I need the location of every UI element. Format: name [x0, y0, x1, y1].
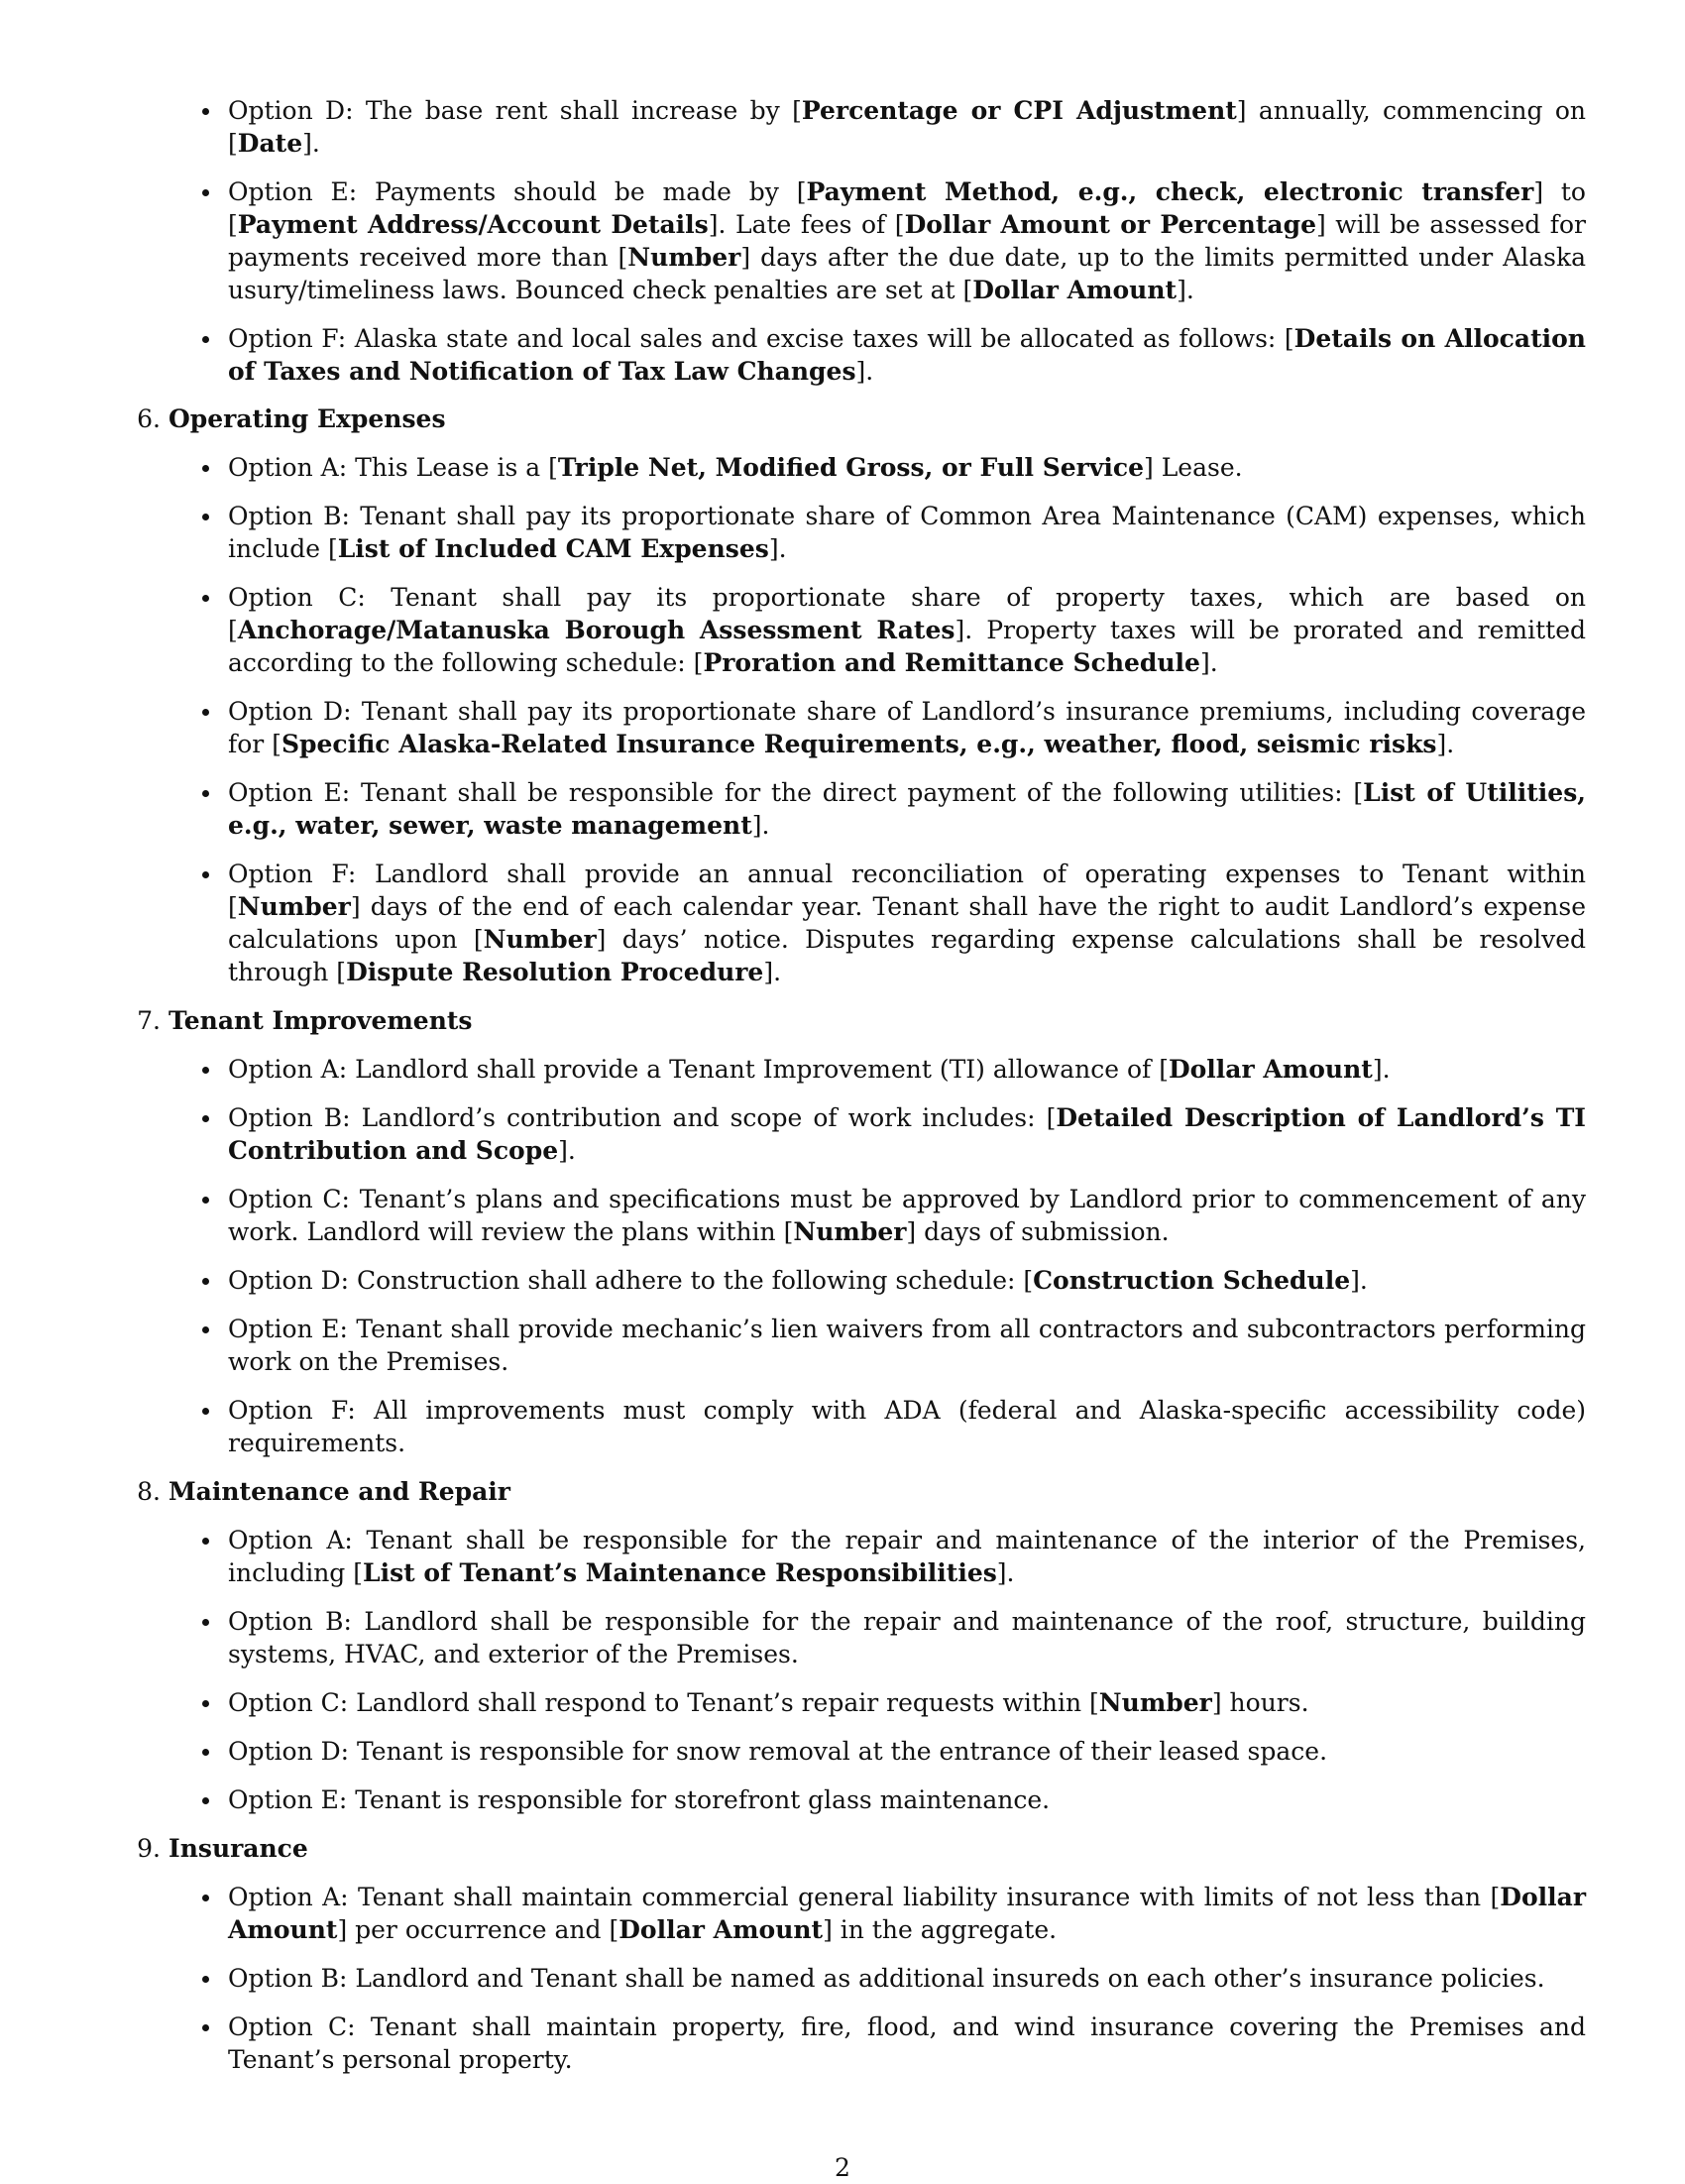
option-item	[129, 1394, 1586, 1459]
option-text: ]. Property taxes will be prorated and remitted according to the following schedule: [	[228, 616, 1586, 677]
page-number: 2	[835, 2153, 850, 2182]
option-text: ] annually, commencing on [	[228, 96, 1587, 158]
option-item	[129, 1783, 1586, 1816]
placeholder-field: List of Tenant’s Maintenance Responsibilities	[363, 1558, 997, 1587]
section-number: 7.	[137, 1006, 161, 1035]
option-text: Option A: Tenant shall maintain commercial general liability insurance with limits of not less than [	[228, 1883, 1501, 1911]
option-text: Option A: Tenant shall be responsible for the repair and maintenance of the interior of the Premises, including [	[228, 1526, 1586, 1587]
placeholder-field: Dollar Amount	[618, 1915, 824, 1944]
option-text: ] Lease.	[1144, 453, 1243, 482]
option-item	[129, 581, 1586, 679]
option-text: ] days after the due date, up to the limits permitted under Alaska usury/timeliness laws. Bounced check penalties are set at [	[228, 243, 1587, 304]
option-text: ].	[1436, 730, 1455, 758]
option-item	[129, 1881, 1586, 1946]
section-title: Maintenance and Repair	[168, 1477, 510, 1506]
option-text: ].	[1177, 276, 1194, 304]
option-text: Option B: Landlord shall be responsible for the repair and maintenance of the roof, structure, building systems, HVAC, and exterior of the Premises.	[228, 1607, 1586, 1668]
option-list	[129, 1881, 1586, 2076]
placeholder-field: Dollar Amount	[972, 276, 1178, 304]
option-text: ].	[768, 534, 787, 563]
option-item	[129, 1264, 1586, 1297]
option-text: ].	[1199, 648, 1218, 677]
option-item	[129, 94, 1586, 160]
placeholder-field: Number	[483, 925, 597, 954]
placeholder-field: Specific Alaska-Related Insurance Requirements, e.g., weather, flood, seismic risks	[281, 730, 1437, 758]
section-heading	[129, 1832, 1586, 1865]
section-title: Insurance	[168, 1834, 308, 1863]
placeholder-field: List of Included CAM Expenses	[337, 534, 769, 563]
placeholder-field: Anchorage/Matanuska Borough Assessment Rates	[237, 616, 955, 644]
section	[129, 1832, 1586, 2076]
option-item	[129, 1053, 1586, 1086]
option-text: Option B: Landlord and Tenant shall be named as additional insureds on each other’s insurance policies.	[228, 1964, 1545, 1993]
placeholder-field: Details on Allocation of Taxes and Notification of Tax Law Changes	[228, 324, 1586, 386]
option-item	[129, 451, 1586, 484]
placeholder-field: Number	[627, 243, 741, 272]
option-item	[129, 1605, 1586, 1670]
section	[129, 1475, 1586, 1816]
option-text: ]. Late fees of [	[708, 210, 905, 239]
option-item	[129, 175, 1586, 306]
placeholder-field: Date	[237, 129, 303, 158]
section-title: Tenant Improvements	[168, 1006, 473, 1035]
option-text: Option E: Payments should be made by [	[228, 177, 807, 206]
option-text: ] per occurrence and [	[337, 1915, 619, 1944]
option-text: Option E: Tenant shall provide mechanic’s lien waivers from all contractors and subcontractors performing work on the Premises.	[228, 1315, 1586, 1376]
placeholder-field: Detailed Description of Landlord’s TI Contribution and Scope	[228, 1103, 1587, 1165]
option-text: ] in the aggregate.	[823, 1915, 1058, 1944]
option-text: ].	[558, 1136, 576, 1165]
option-text: ].	[1350, 1266, 1368, 1295]
placeholder-field: Triple Net, Modified Gross, or Full Service	[557, 453, 1144, 482]
option-item	[129, 1313, 1586, 1378]
placeholder-field: Dollar Amount or Percentage	[904, 210, 1316, 239]
option-list	[129, 451, 1586, 988]
option-text: ] days of submission.	[906, 1217, 1170, 1246]
option-text: Option E: Tenant is responsible for storefront glass maintenance.	[228, 1785, 1051, 1814]
option-text: ].	[763, 958, 782, 986]
option-text: Option A: Landlord shall provide a Tenant Improvement (TI) allowance of [	[228, 1055, 1169, 1084]
section-heading	[129, 1475, 1586, 1508]
option-text: Option D: Tenant is responsible for snow removal at the entrance of their leased space.	[228, 1737, 1328, 1766]
section	[129, 1004, 1586, 1459]
placeholder-field: Payment Address/Account Details	[237, 210, 709, 239]
option-text: ].	[855, 357, 874, 386]
option-text: ] hours.	[1211, 1688, 1309, 1717]
placeholder-field: Number	[1098, 1688, 1212, 1717]
option-text: Option C: Tenant’s plans and specifications must be approved by Landlord prior to commencement of any work. Landlord will review the plans within [	[228, 1185, 1586, 1246]
option-text: Option B: Tenant shall pay its proportionate share of Common Area Maintenance (CAM) expenses, which include [	[228, 502, 1586, 563]
section	[129, 402, 1586, 988]
section-number: 8.	[137, 1477, 161, 1506]
section-number: 9.	[137, 1834, 161, 1863]
section-heading	[129, 1004, 1586, 1037]
placeholder-field: Number	[793, 1217, 907, 1246]
option-list	[129, 1053, 1586, 1459]
placeholder-field: Construction Schedule	[1033, 1266, 1351, 1295]
option-text: ] to [	[228, 177, 1586, 239]
option-item	[129, 1183, 1586, 1248]
option-item	[129, 1686, 1586, 1719]
option-text: ].	[302, 129, 320, 158]
option-item	[129, 322, 1586, 388]
option-text: Option B: Landlord’s contribution and scope of work includes: [	[228, 1103, 1057, 1132]
option-text: Option F: Landlord shall provide an annual reconciliation of operating expenses to Tenant within [	[228, 860, 1586, 921]
option-item	[129, 500, 1586, 565]
option-text: Option C: Tenant shall maintain property, fire, flood, and wind insurance covering the Premises and Tenant’s personal property.	[228, 2012, 1586, 2074]
placeholder-field: Dispute Resolution Procedure	[346, 958, 764, 986]
option-text: Option F: All improvements must comply with ADA (federal and Alaska-specific accessibility code) requirements.	[228, 1396, 1586, 1457]
option-item	[129, 776, 1586, 842]
option-text: ].	[996, 1558, 1015, 1587]
option-text: Option D: The base rent shall increase by [	[228, 96, 802, 125]
option-text: ] will be assessed for payments received more than [	[228, 210, 1587, 272]
option-list	[129, 1524, 1586, 1816]
placeholder-field: Payment Method, e.g., check, electronic transfer	[806, 177, 1534, 206]
placeholder-field: Percentage or CPI Adjustment	[801, 96, 1237, 125]
option-text: Option A: This Lease is a [	[228, 453, 558, 482]
placeholder-field: Proration and Remittance Schedule	[703, 648, 1200, 677]
option-item	[129, 858, 1586, 988]
option-text: Option C: Landlord shall respond to Tenant’s repair requests within [	[228, 1688, 1099, 1717]
placeholder-field: Dollar Amount	[228, 1883, 1586, 1944]
option-item	[129, 1101, 1586, 1167]
option-text: Option C: Tenant shall pay its proportionate share of property taxes, which are based on [	[228, 583, 1586, 644]
option-item	[129, 1524, 1586, 1589]
option-item	[129, 695, 1586, 760]
section-heading	[129, 402, 1586, 435]
option-text: ].	[751, 811, 770, 840]
option-text: ] days’ notice. Disputes regarding expense calculations shall be resolved through [	[228, 925, 1586, 986]
option-item	[129, 1962, 1586, 1995]
option-text: Option D: Construction shall adhere to the following schedule: [	[228, 1266, 1034, 1295]
option-text: Option D: Tenant shall pay its proportionate share of Landlord’s insurance premiums, including coverage for [	[228, 697, 1586, 758]
option-item	[129, 1735, 1586, 1768]
section-number: 6.	[137, 404, 161, 433]
placeholder-field: Number	[237, 892, 351, 921]
option-item	[129, 2011, 1586, 2076]
page-content	[129, 94, 1586, 2092]
placeholder-field: Dollar Amount	[1168, 1055, 1373, 1084]
option-text: ].	[1372, 1055, 1391, 1084]
option-text: Option F: Alaska state and local sales and excise taxes will be allocated as follows: [	[228, 324, 1294, 353]
placeholder-field: List of Utilities, e.g., water, sewer, waste management	[228, 778, 1586, 840]
intro-option-list	[129, 94, 1586, 388]
option-text: Option E: Tenant shall be responsible for the direct payment of the following utilities: [	[228, 778, 1364, 807]
section-title: Operating Expenses	[168, 404, 446, 433]
option-text: ] days of the end of each calendar year. Tenant shall have the right to audit Landlord’s expense calculations upon [	[228, 892, 1586, 954]
section-list	[129, 402, 1586, 2076]
